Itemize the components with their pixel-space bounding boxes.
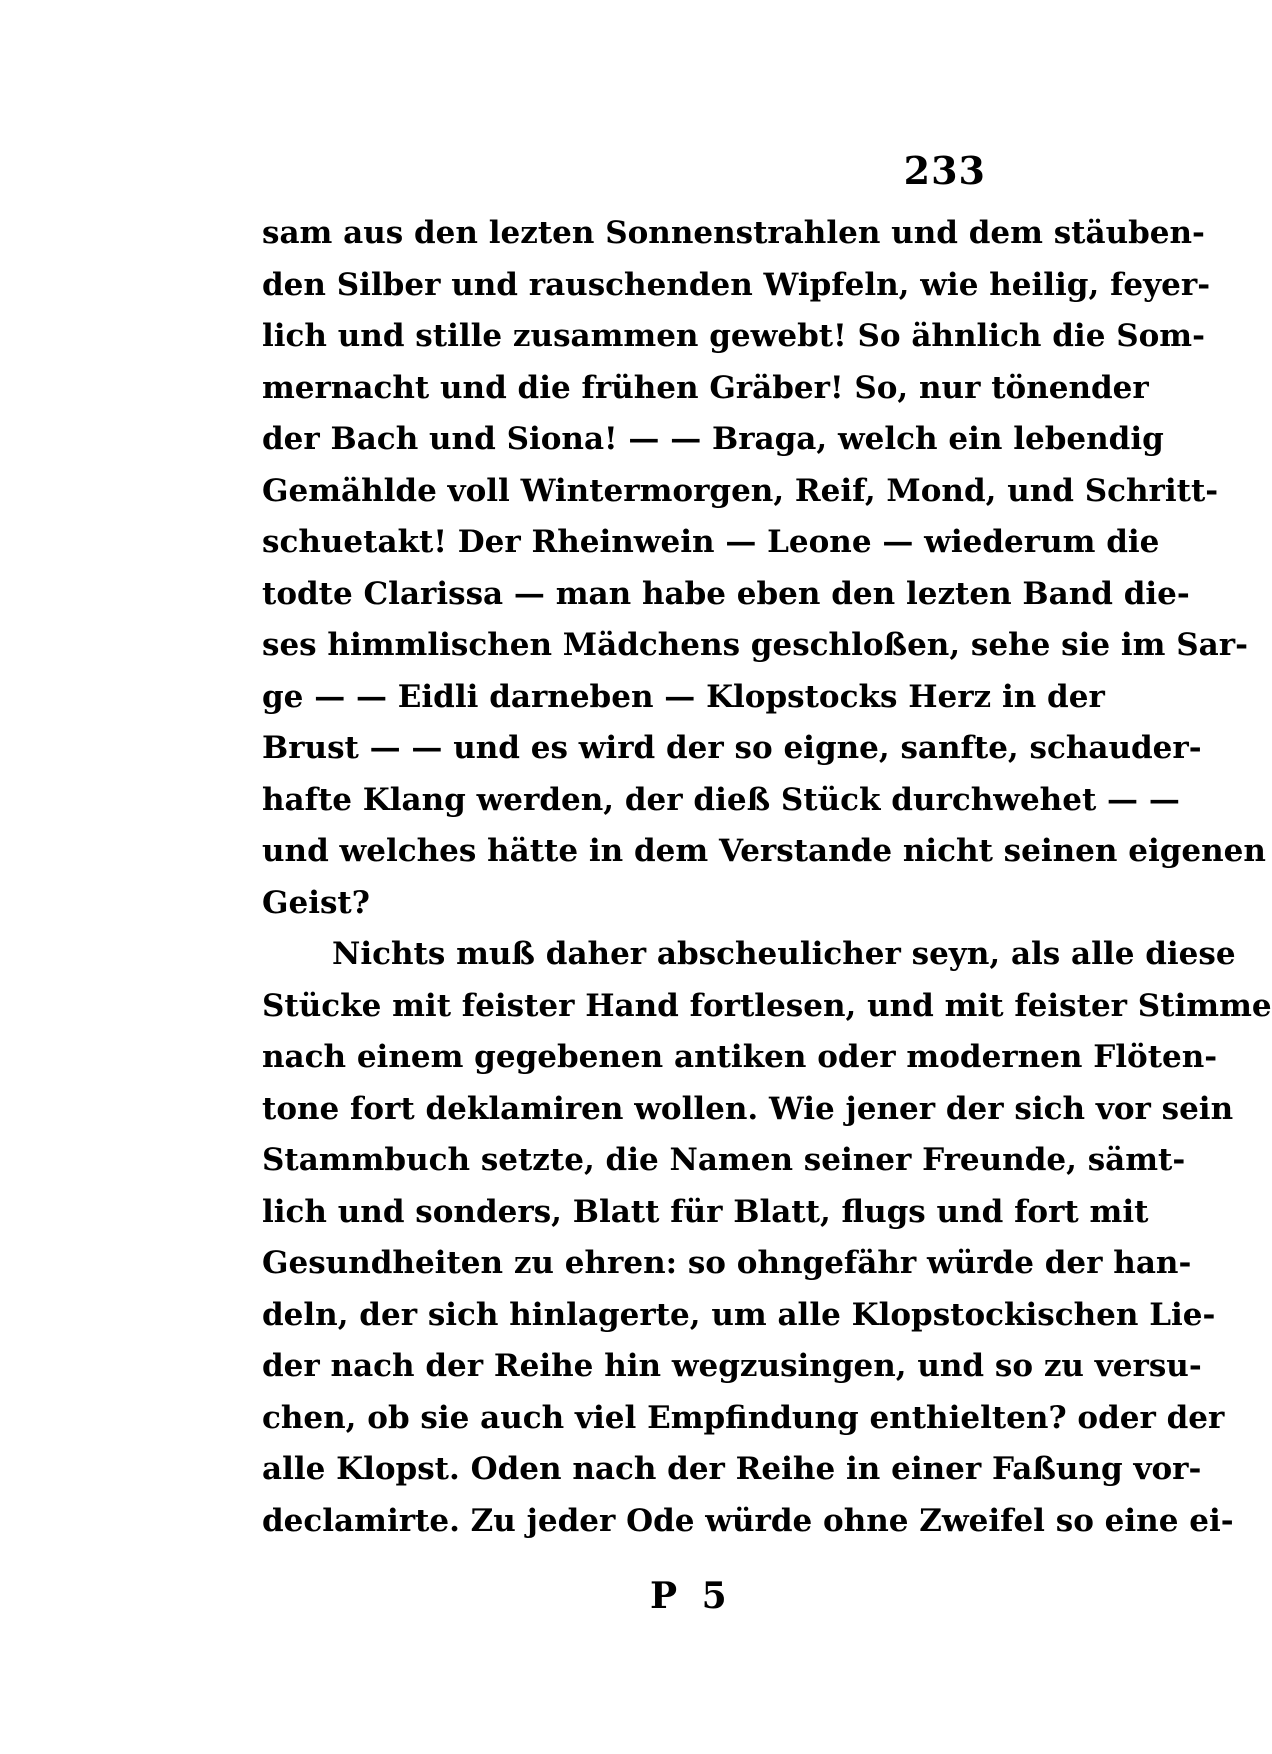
text-line: mernacht und die frühen Gräber! So, nur tönender <box>262 369 1149 406</box>
text-line: Stücke mit feister Hand fortlesen, und mit feister Stimme <box>262 987 1272 1024</box>
text-line: alle Klopst. Oden nach der Reihe in einer Faßung vor- <box>262 1451 1202 1487</box>
text-line: nach einem gegebenen antiken oder modernen Flöten- <box>262 1039 1218 1075</box>
text-line: Gesundheiten zu ehren: so ohngefähr würde der han- <box>262 1245 1192 1281</box>
text-line: hafte Klang werden, der dieß Stück durchwehet — — <box>262 781 1180 818</box>
paragraph-end-line: Geist? <box>262 884 370 921</box>
text-line: deln, der sich hinlagerte, um alle Klopstockischen Lie- <box>262 1296 1216 1333</box>
text-line: lich und sonders, Blatt für Blatt, flugs und fort mit <box>262 1193 1149 1230</box>
page-number: 233 <box>903 148 986 193</box>
text-line: Gemählde voll Wintermorgen, Reif, Mond, und Schritt- <box>262 472 1219 509</box>
signature-mark: P 5 <box>650 1575 733 1617</box>
text-line: chen, ob sie auch viel Empfindung enthielten? oder der <box>262 1399 1225 1436</box>
text-line: todte Clarissa — man habe eben den lezten Band die- <box>262 575 1190 612</box>
text-line: sam aus den lezten Sonnenstrahlen und dem stäuben- <box>262 215 1205 251</box>
text-line: tone fort deklamiren wollen. Wie jener der sich vor sein <box>262 1090 1234 1127</box>
text-line: und welches hätte in dem Verstande nicht seinen eigenen <box>262 833 1266 869</box>
text-line: declamirte. Zu jeder Ode würde ohne Zweifel so eine ei- <box>262 1502 1234 1539</box>
text-line: der Bach und Siona! — — Braga, welch ein lebendig <box>262 421 1164 457</box>
text-line: Stammbuch setzte, die Namen seiner Freunde, sämt- <box>262 1142 1186 1178</box>
paragraph-start-line: Nichts muß daher abscheulicher seyn, als alle diese <box>332 936 1236 972</box>
text-line: schuetakt! Der Rheinwein — Leone — wiederum die <box>262 524 1160 560</box>
body-text <box>262 208 1272 1547</box>
text-line: Brust — — und es wird der so eigne, sanfte, schauder- <box>262 730 1202 766</box>
text-line: lich und stille zusammen gewebt! So ähnlich die Som- <box>262 318 1205 354</box>
text-line: den Silber und rauschenden Wipfeln, wie heilig, feyer- <box>262 266 1211 303</box>
text-line: ses himmlischen Mädchens geschloßen, sehe sie im Sar- <box>262 627 1248 663</box>
text-line: ge — — Eidli darneben — Klopstocks Herz in der <box>262 678 1105 715</box>
text-line: der nach der Reihe hin wegzusingen, und so zu versu- <box>262 1348 1202 1384</box>
